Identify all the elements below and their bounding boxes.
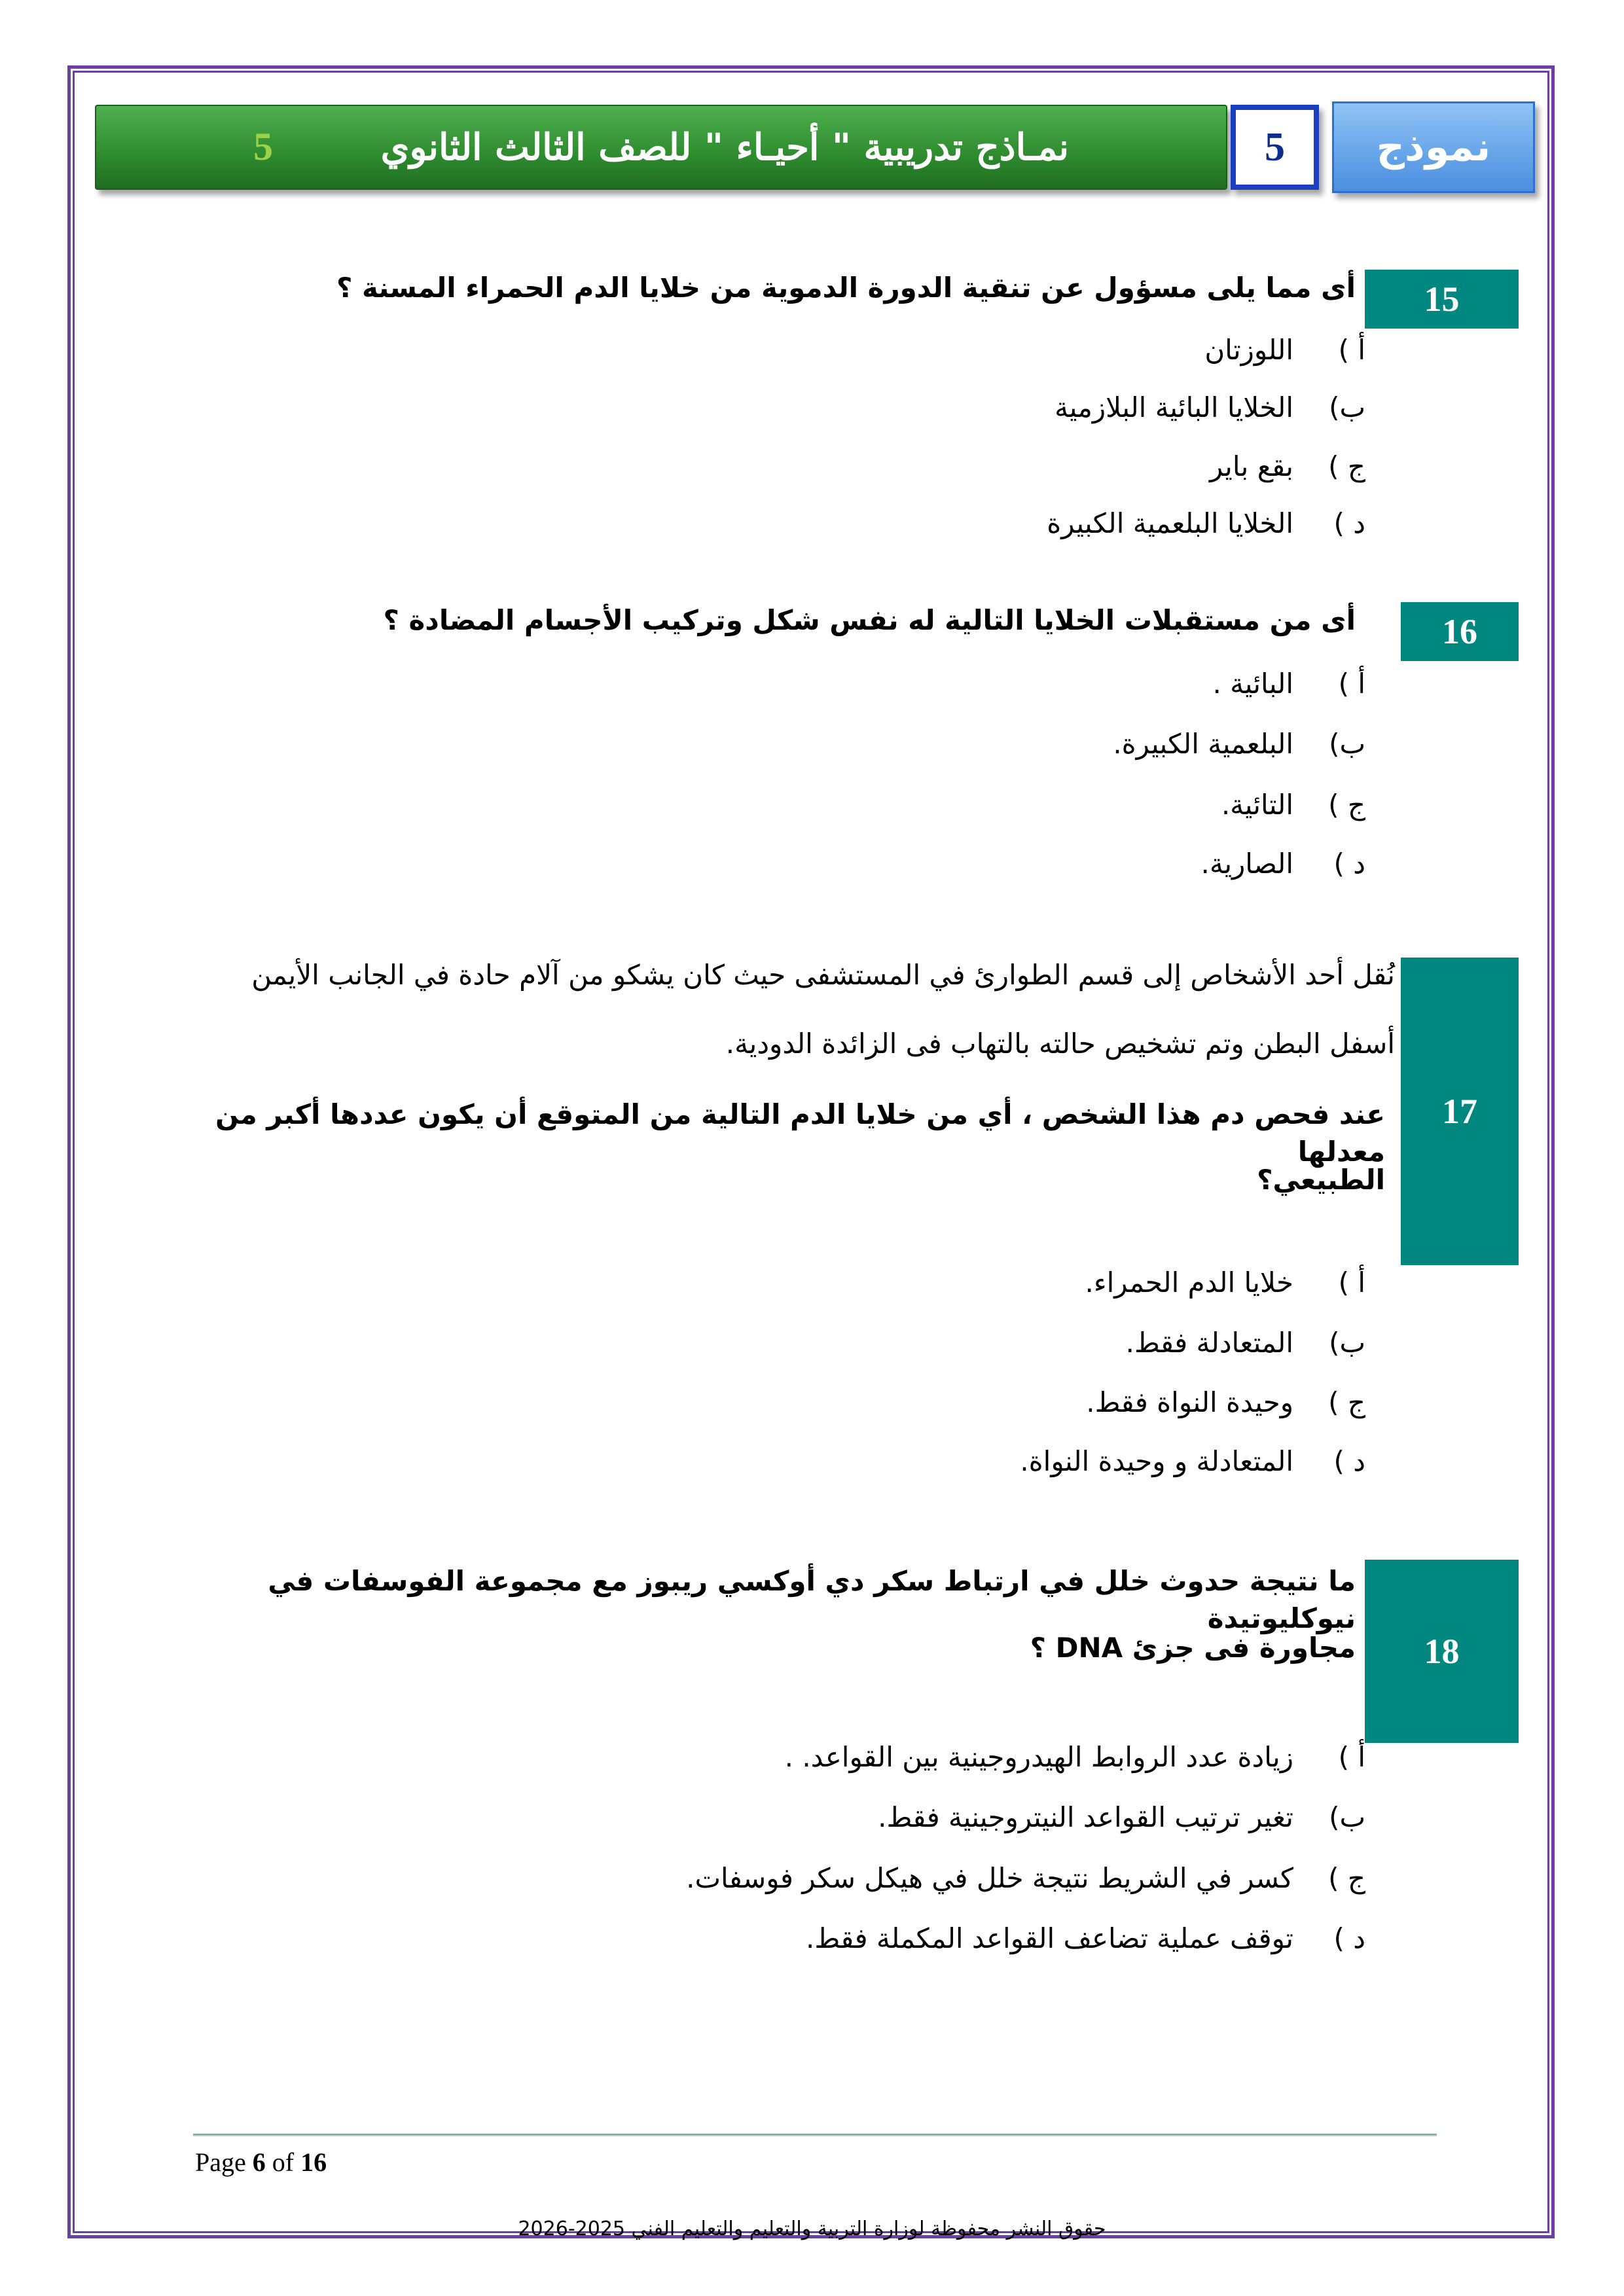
page-number <box>195 2147 327 2178</box>
question-number-box: 17 <box>1401 958 1519 1265</box>
header-model-label: نموذج <box>1332 101 1535 193</box>
option-text: وحيدة النواة فقط. <box>1086 1386 1293 1418</box>
option-letter: د ) <box>1333 1445 1365 1477</box>
question-text: ما نتيجة حدوث خلل في ارتباط سكر دي أوكسي ريبوز مع مجموعة الفوسفات في نيوكليوتيدة <box>268 1565 1356 1634</box>
option-letter: ب) <box>1329 728 1365 760</box>
option-text: الخلايا البائية البلازمية <box>1055 391 1293 423</box>
option-letter: أ ) <box>1338 334 1365 366</box>
option-letter: د ) <box>1333 507 1365 539</box>
question-text: أى مما يلى مسؤول عن تنقية الدورة الدموية من خلايا الدم الحمراء المسنة ؟ <box>336 272 1356 304</box>
option <box>806 1922 1365 1954</box>
option <box>1126 1327 1365 1359</box>
option <box>1086 1386 1365 1418</box>
option <box>1113 728 1365 760</box>
option-text: البائية . <box>1212 668 1293 700</box>
option-text: الصارية. <box>1200 848 1293 880</box>
question-number-box: 18 <box>1365 1560 1519 1743</box>
option-text: المتعادلة فقط. <box>1125 1327 1293 1359</box>
option <box>1212 668 1365 700</box>
option-text: المتعادلة و وحيدة النواة. <box>1020 1445 1293 1477</box>
option <box>686 1862 1365 1894</box>
option <box>1085 1266 1365 1299</box>
option-text: توقف عملية تضاعف القواعد المكملة فقط. <box>806 1922 1293 1954</box>
question-context: نُقل أحد الأشخاص إلى قسم الطوارئ في المستشفى حيث كان يشكو من آلام حادة في الجانب الأيمن <box>251 959 1395 991</box>
option-text: بقع باير <box>1210 450 1293 482</box>
option-letter: أ ) <box>1338 1741 1365 1773</box>
question-context: أسفل البطن وتم تشخيص حالته بالتهاب فى الزائدة الدودية. <box>725 1028 1395 1060</box>
option-letter: ج ) <box>1328 450 1365 482</box>
option-text: كسر في الشريط نتيجة خلل في هيكل سكر فوسفات. <box>686 1862 1293 1894</box>
option-letter: أ ) <box>1338 1266 1365 1299</box>
option-letter: ج ) <box>1328 1386 1365 1418</box>
question-text: الطبيعي؟ <box>1257 1164 1385 1196</box>
question-text: عند فحص دم هذا الشخص ، أي من خلايا الدم التالية من المتوقع أن يكون عددها أكبر من معدلها <box>215 1098 1385 1168</box>
option-letter: ب) <box>1329 1327 1365 1359</box>
question-text: مجاورة فى جزئ DNA ؟ <box>1030 1632 1356 1664</box>
option-letter: د ) <box>1333 848 1365 880</box>
question-number-box: 15 <box>1365 270 1519 329</box>
footer-divider <box>193 2134 1437 2136</box>
option-text: تغير ترتيب القواعد النيتروجينية فقط. <box>878 1801 1293 1833</box>
option <box>1221 789 1365 821</box>
option-letter: د ) <box>1333 1922 1365 1954</box>
option-text: زيادة عدد الروابط الهيدروجينية بين القواعد. . <box>784 1741 1293 1773</box>
option <box>1200 848 1365 880</box>
option-text: اللوزتان <box>1204 334 1293 366</box>
option <box>878 1801 1365 1833</box>
option-text: الخلايا البلعمية الكبيرة <box>1047 507 1293 539</box>
option-text: البلعمية الكبيرة. <box>1113 728 1293 760</box>
option-letter: ج ) <box>1328 1862 1365 1894</box>
option <box>1055 391 1365 423</box>
header-title: نمـاذج تدريبية " أحيـاء " للصف الثالث الثانوي <box>380 126 1069 169</box>
option-letter: ج ) <box>1328 789 1365 821</box>
option-text: خلايا الدم الحمراء. <box>1085 1266 1293 1299</box>
option <box>1210 450 1365 482</box>
question-text: أى من مستقبلات الخلايا التالية له نفس شكل وتركيب الأجسام المضادة ؟ <box>383 604 1356 636</box>
page-total: 16 <box>300 2147 327 2177</box>
page-current: 6 <box>252 2147 266 2177</box>
page-of: of <box>272 2147 295 2177</box>
option <box>785 1741 1365 1773</box>
header-model-number: 5 <box>1231 105 1319 190</box>
page-word: Page <box>195 2147 246 2177</box>
question-number-box: 16 <box>1401 602 1519 661</box>
copyright-notice: حقوق النشر محفوظة لوزارة التربية والتعليم والتعليم الفني 2025-2026 <box>518 2217 1106 2240</box>
option <box>1020 1445 1365 1477</box>
option-text: التائية. <box>1221 789 1293 821</box>
option <box>1047 507 1365 539</box>
option-letter: أ ) <box>1338 668 1365 700</box>
option-letter: ب) <box>1329 391 1365 423</box>
option-letter: ب) <box>1329 1801 1365 1833</box>
header-title-banner <box>95 105 1227 190</box>
option <box>1204 334 1365 366</box>
header-title-number: 5 <box>253 125 273 168</box>
